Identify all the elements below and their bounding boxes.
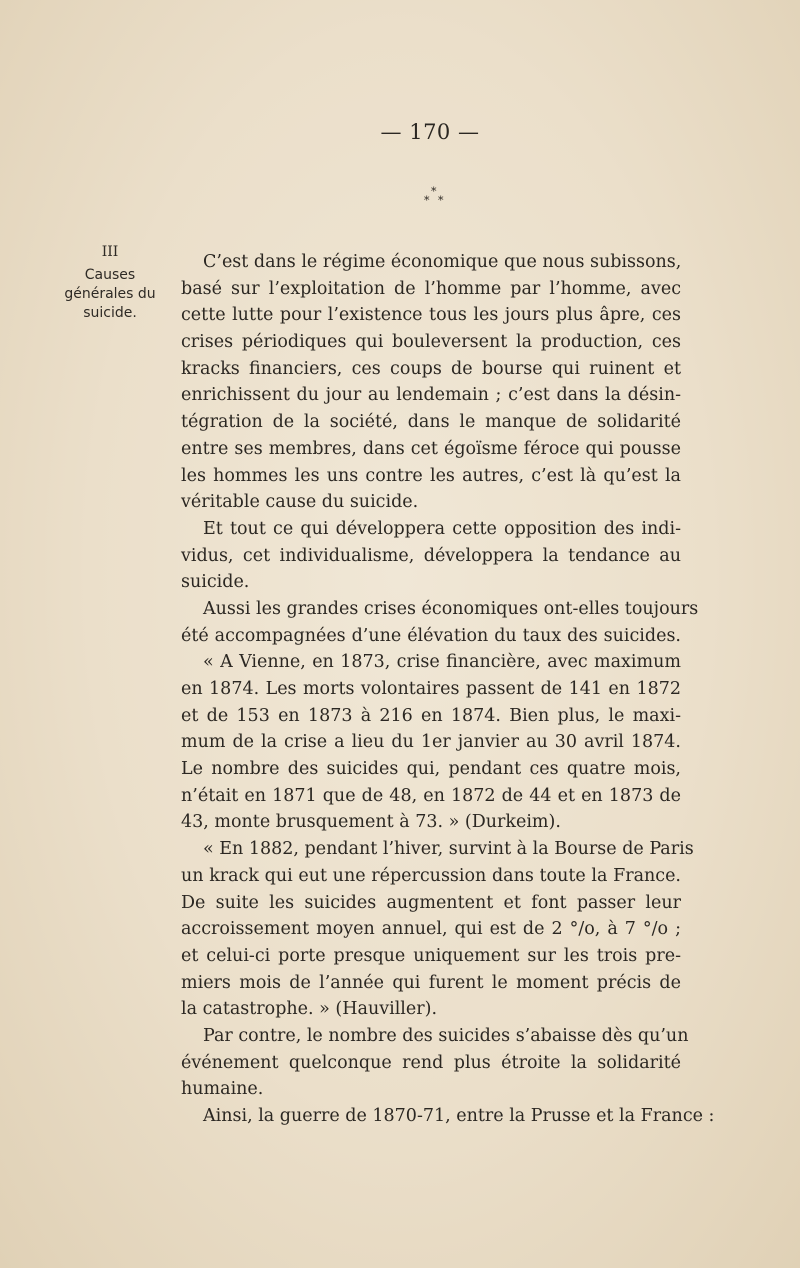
text-line: humaine.	[181, 1079, 264, 1100]
text-line: n’était en 1871 que de 48, en 1872 de 44 et en 1873 de	[181, 785, 681, 806]
margin-note-line: Causes	[84, 267, 136, 283]
text-line: kracks financiers, ces coups de bourse qui ruinent et	[181, 358, 681, 379]
text-line: accroissement moyen annuel, qui est de 2 °/o, à 7 °/o ;	[181, 919, 681, 940]
asterism-ornament	[408, 186, 468, 216]
margin-note-line: générales du	[64, 286, 156, 302]
text-line: été accompagnées d’une élévation du taux des suicides.	[181, 625, 681, 646]
text-line: Le nombre des suicides qui, pendant ces quatre mois,	[181, 759, 681, 780]
text-line: un krack qui eut une répercussion dans toute la France.	[181, 865, 681, 886]
text-line: Ainsi, la guerre de 1870-71, entre la Prusse et la France :	[203, 1106, 715, 1126]
asterisk-left: *	[424, 194, 430, 207]
text-line: véritable cause du suicide.	[181, 492, 419, 513]
text-line: tégration de la société, dans le manque de solidarité	[181, 412, 681, 433]
margin-note-section-number: III	[101, 244, 119, 260]
text-line: crises périodiques qui bouleversent la production, ces	[181, 332, 681, 353]
text-line: suicide.	[181, 572, 250, 593]
text-line: « A Vienne, en 1873, crise financière, avec maximum	[203, 652, 681, 673]
text-line: événement quelconque rend plus étroite la solidarité	[181, 1052, 681, 1073]
page-number: — 170 —	[380, 120, 480, 144]
asterisk-top: *	[431, 185, 437, 198]
text-line: et celui-ci porte presque uniquement sur les trois pre-	[181, 945, 681, 966]
text-line: basé sur l’exploitation de l’homme par l’homme, avec	[181, 278, 681, 299]
text-line: Par contre, le nombre des suicides s’abaisse dès qu’un	[203, 1025, 689, 1046]
text-line: miers mois de l’année qui furent le moment précis de	[181, 972, 681, 993]
text-line: C’est dans le régime économique que nous subissons,	[203, 252, 682, 272]
text-line: De suite les suicides augmentent et font passer leur	[181, 892, 681, 913]
margin-note-line: suicide.	[83, 305, 137, 321]
body-text	[181, 249, 715, 1130]
text-line: cette lutte pour l’existence tous les jours plus âpre, ces	[181, 305, 681, 326]
margin-note	[62, 243, 158, 323]
asterisk-right: *	[438, 194, 444, 207]
text-line: mum de la crise a lieu du 1er janvier au 30 avril 1874.	[181, 732, 681, 753]
text-line: vidus, cet individualisme, développera la tendance au	[181, 545, 681, 566]
text-line: 43, monte brusquement à 73. » (Durkeim).	[181, 812, 561, 833]
text-line: entre ses membres, dans cet égoïsme féroce qui pousse	[181, 438, 681, 459]
text-line: et de 153 en 1873 à 216 en 1874. Bien plus, le maxi-	[181, 705, 681, 726]
text-line: la catastrophe. » (Hauviller).	[181, 999, 438, 1020]
text-line: Et tout ce qui développera cette opposition des indi-	[203, 518, 681, 539]
text-line: « En 1882, pendant l’hiver, survint à la Bourse de Paris	[203, 839, 694, 860]
text-line: en 1874. Les morts volontaires passent de 141 en 1872	[181, 679, 681, 699]
text-line: Aussi les grandes crises économiques ont-elles toujours	[203, 598, 699, 619]
text-line: enrichissent du jour au lendemain ; c’est dans la désin-	[181, 385, 681, 406]
text-line: les hommes les uns contre les autres, c’est là qu’est la	[181, 465, 681, 486]
